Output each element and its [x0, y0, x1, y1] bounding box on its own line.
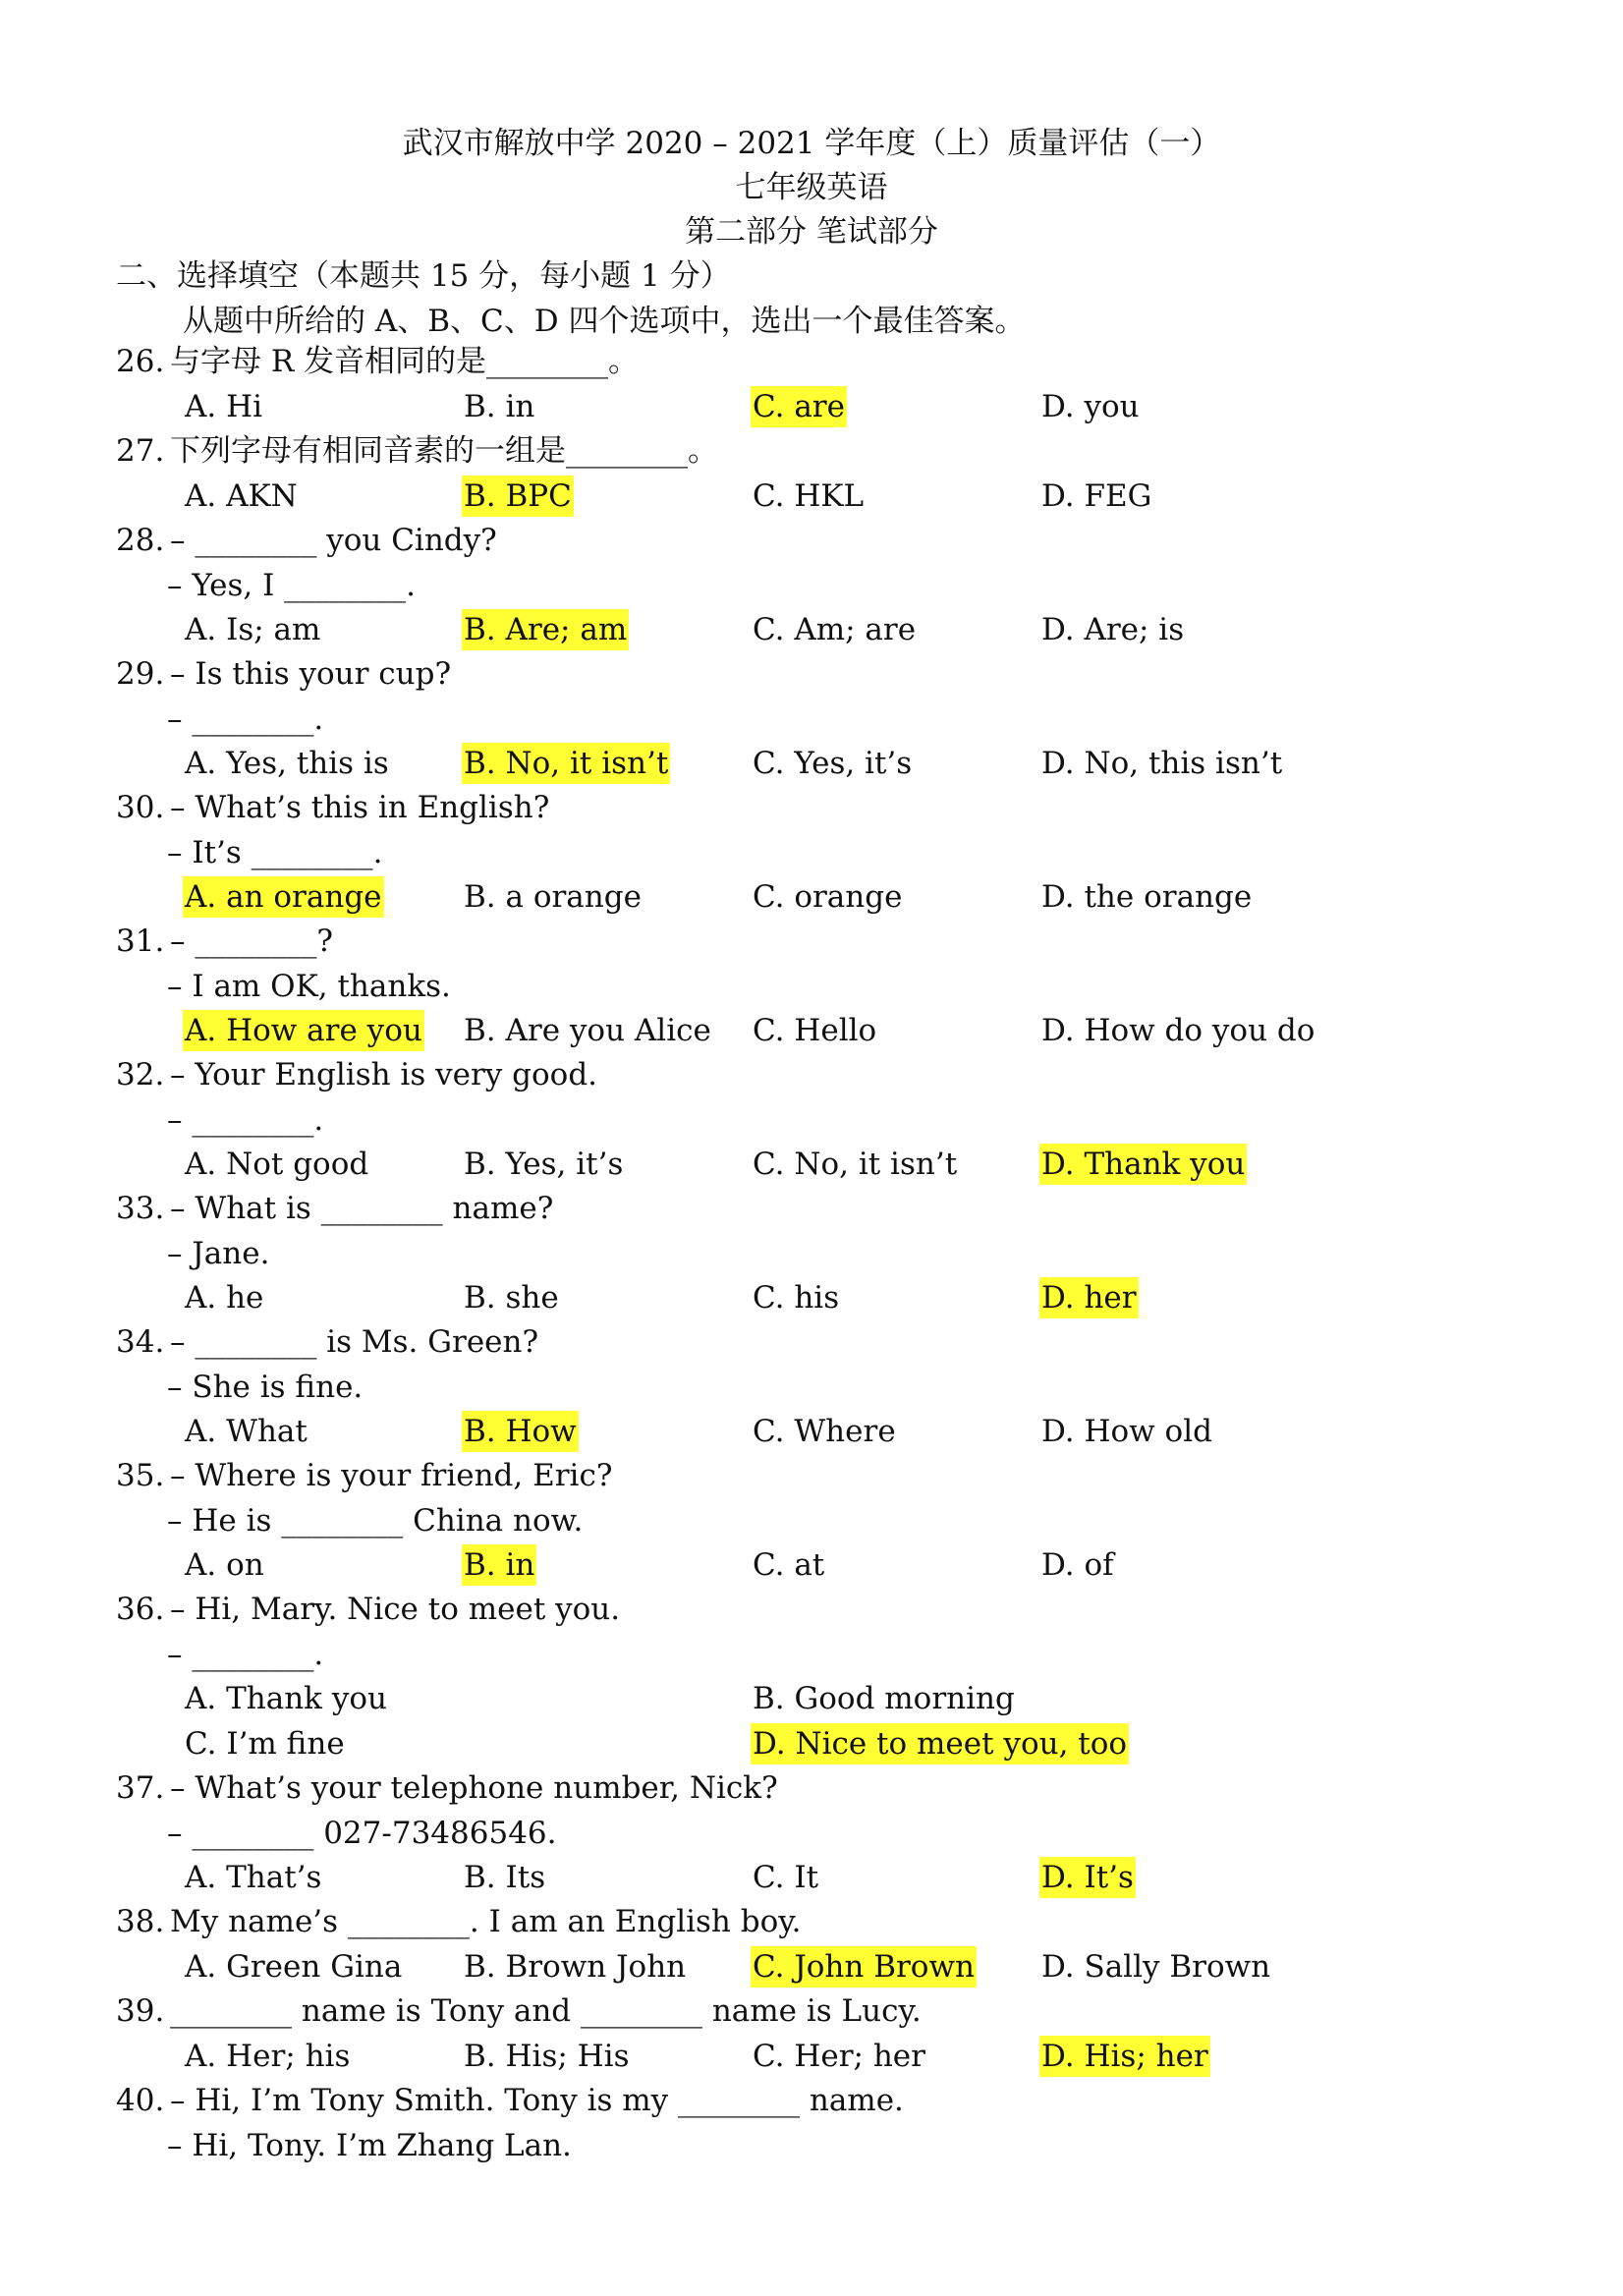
grade-subject: 七年级英语 [735, 170, 888, 205]
option-b[interactable]: B. No, it isn’t [462, 743, 670, 784]
option-a[interactable]: A. What [185, 1414, 308, 1449]
question-number: 29. [116, 656, 165, 692]
option-a[interactable]: A. he [185, 1280, 264, 1316]
option-b[interactable]: B. Its [464, 1860, 546, 1895]
option-a[interactable]: A. Hi [185, 388, 263, 424]
option-c[interactable]: C. at [753, 1547, 825, 1583]
option-c[interactable]: C. John Brown [751, 1946, 977, 1988]
question-number: 39. [116, 1993, 165, 2029]
option-c[interactable]: C. are [751, 386, 847, 427]
option-c[interactable]: C. orange [753, 879, 903, 915]
question-response-line: – ________. [167, 700, 324, 737]
option-a[interactable]: A. Yes, this is [185, 746, 389, 781]
question-number: 32. [116, 1057, 165, 1092]
question-response-line: – Hi, Tony. I’m Zhang Lan. [167, 2127, 572, 2163]
option-a[interactable]: A. How are you [183, 1010, 424, 1051]
option-row [183, 2036, 1440, 2077]
question-stem: – What’s your telephone number, Nick? [170, 1770, 778, 1806]
question-response-line: – She is fine. [167, 1369, 364, 1405]
question-stem: – Your English is very good. [170, 1057, 598, 1092]
option-a[interactable]: A. an orange [183, 876, 384, 918]
option-b[interactable]: B. Good morning [753, 1681, 1015, 1716]
question-stem: ________ name is Tony and ________ name is Lucy. [170, 1993, 922, 2029]
option-row [183, 1678, 1440, 1719]
question-stem: 与字母 R 发音相同的是________。 [170, 344, 640, 379]
option-c[interactable]: C. Hello [753, 1013, 877, 1048]
option-row [183, 1411, 1440, 1452]
option-row [183, 609, 1440, 650]
option-b[interactable]: B. Brown John [464, 1948, 687, 1985]
option-d[interactable]: D. How old [1041, 1414, 1212, 1449]
option-b[interactable]: B. in [462, 1544, 536, 1586]
option-b[interactable]: B. Are you Alice [464, 1013, 711, 1048]
option-row [183, 1857, 1440, 1898]
option-b[interactable]: B. Are; am [462, 609, 629, 650]
question-response-line: – It’s ________. [167, 834, 383, 870]
option-row [183, 1144, 1440, 1185]
question-response-line: – Yes, I ________. [167, 567, 417, 603]
option-d[interactable]: D. No, this isn’t [1041, 746, 1283, 781]
option-row [183, 1010, 1440, 1051]
option-c[interactable]: C. Am; are [753, 612, 917, 647]
question-number: 31. [116, 924, 165, 959]
question-stem: – What is ________ name? [170, 1191, 554, 1226]
option-row [183, 1277, 1440, 1318]
option-a[interactable]: A. Thank you [185, 1681, 387, 1716]
option-d[interactable]: D. of [1041, 1547, 1114, 1583]
option-b[interactable]: B. His; His [464, 2038, 630, 2074]
question-number: 40. [116, 2083, 165, 2118]
option-row [183, 476, 1440, 517]
question-response-line: – ________ 027-73486546. [167, 1815, 557, 1851]
question-stem: – Hi, I’m Tony Smith. Tony is my ________ name. [170, 2083, 904, 2118]
option-c[interactable]: C. his [753, 1280, 840, 1316]
option-d[interactable]: D. you [1041, 388, 1140, 424]
option-c[interactable]: C. HKL [753, 477, 865, 514]
question-stem: – Is this your cup? [170, 656, 452, 692]
option-a[interactable]: A. That’s [185, 1860, 322, 1895]
option-d[interactable]: D. Thank you [1039, 1144, 1247, 1185]
option-row [183, 1544, 1440, 1586]
option-d[interactable]: D. It’s [1039, 1857, 1136, 1898]
option-d[interactable]: D. the orange [1041, 879, 1253, 915]
option-b[interactable]: B. How [462, 1411, 579, 1452]
question-stem: 下列字母有相同音素的一组是________。 [170, 433, 718, 469]
option-c[interactable]: C. I’m fine [185, 1725, 345, 1762]
question-number: 28. [116, 523, 165, 558]
option-d[interactable]: D. FEG [1041, 477, 1152, 514]
question-response-line: – ________. [167, 1101, 324, 1138]
option-c[interactable]: C. Where [753, 1414, 896, 1449]
question-stem: My name’s ________. I am an English boy. [170, 1904, 802, 1939]
question-number: 26. [116, 344, 165, 379]
option-b[interactable]: B. BPC [462, 476, 574, 517]
option-row [183, 1723, 1440, 1764]
option-row [183, 876, 1440, 918]
question-stem: – What’s this in English? [170, 790, 550, 825]
option-a[interactable]: A. on [185, 1547, 264, 1583]
option-b[interactable]: B. she [464, 1280, 559, 1316]
option-a[interactable]: A. Is; am [185, 612, 321, 647]
option-row [183, 743, 1440, 784]
question-response-line: – Jane. [167, 1235, 270, 1271]
exam-title: 武汉市解放中学 2020 – 2021 学年度（上）质量评估（一） [402, 126, 1221, 161]
part-title: 第二部分 笔试部分 [685, 214, 938, 250]
question-stem: – Where is your friend, Eric? [170, 1458, 613, 1493]
question-number: 37. [116, 1770, 165, 1806]
option-d[interactable]: D. her [1039, 1277, 1139, 1318]
option-c[interactable]: C. Yes, it’s [753, 746, 913, 781]
option-c[interactable]: C. No, it isn’t [753, 1147, 958, 1182]
question-number: 33. [116, 1191, 165, 1226]
question-stem: – ________ is Ms. Green? [170, 1324, 539, 1360]
option-d[interactable]: D. Sally Brown [1041, 1948, 1271, 1985]
option-a[interactable]: A. Her; his [185, 2038, 351, 2074]
question-response-line: – ________. [167, 1636, 324, 1672]
option-b[interactable]: B. a orange [464, 879, 642, 915]
option-b[interactable]: B. in [464, 388, 535, 424]
question-number: 30. [116, 790, 165, 825]
question-number: 36. [116, 1592, 165, 1627]
option-d[interactable]: D. Are; is [1041, 612, 1185, 647]
question-number: 27. [116, 433, 165, 469]
option-d[interactable]: D. His; her [1039, 2036, 1210, 2077]
question-stem: – ________ you Cindy? [170, 523, 497, 558]
question-response-line: – He is ________ China now. [167, 1502, 584, 1539]
question-stem: – ________? [170, 924, 333, 959]
question-number: 35. [116, 1458, 165, 1493]
option-b[interactable]: B. Yes, it’s [464, 1147, 624, 1182]
question-response-line: – I am OK, thanks. [167, 968, 451, 1004]
question-number: 34. [116, 1324, 165, 1360]
option-d[interactable]: D. Nice to meet you, too [751, 1723, 1129, 1764]
option-c[interactable]: C. Her; her [753, 2038, 925, 2074]
option-c[interactable]: C. It [753, 1860, 819, 1895]
question-stem: – Hi, Mary. Nice to meet you. [170, 1592, 621, 1627]
section-instruction: 从题中所给的 A、B、C、D 四个选项中，选出一个最佳答案。 [183, 304, 1026, 339]
option-a[interactable]: A. AKN [185, 477, 298, 514]
option-a[interactable]: A. Green Gina [185, 1948, 403, 1985]
option-d[interactable]: D. How do you do [1041, 1013, 1315, 1048]
question-number: 38. [116, 1904, 165, 1939]
option-row [183, 1946, 1440, 1988]
option-a[interactable]: A. Not good [185, 1147, 369, 1182]
option-row [183, 386, 1440, 427]
section-heading: 二、选择填空（本题共 15 分，每小题 1 分） [116, 258, 731, 294]
